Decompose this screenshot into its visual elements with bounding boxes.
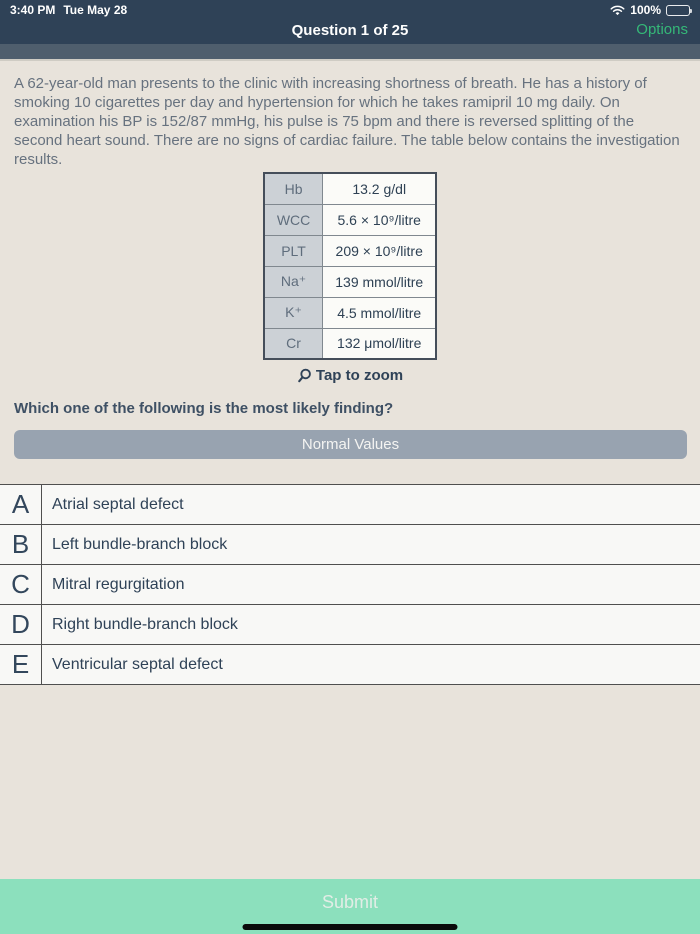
page-title: Question 1 of 25 [291,22,409,39]
tap-to-zoom-label: Tap to zoom [315,367,404,384]
status-time: 3:40 PM [10,3,56,17]
battery-icon [666,5,690,16]
answer-option-d[interactable] [0,605,700,645]
result-label: WCC [264,204,323,235]
answer-letter: C [0,565,42,604]
question-text: A 62-year-old man presents to the clinic with increasing shortness of breath. He has a history of smoking 10 cigarettes per day and hypertension for which he takes ramipril 10 mg daily. On examination his BP is 152/87 mmHg, his pulse is 75 bpm and there is reversed splitting of the second heart sound. There are no signs of cardiac failure. The table below contains the investigation results. [14,75,680,168]
answer-letter: E [0,645,42,684]
options-button[interactable]: Options [636,21,688,38]
answer-list [0,484,700,685]
result-value: 209 × 10⁹/litre [323,235,436,266]
submit-bar [0,879,700,934]
status-bar [0,0,700,17]
answer-option-b[interactable] [0,525,700,565]
result-label: Na⁺ [264,266,323,297]
table-row [264,266,436,297]
answer-text: Mitral regurgitation [52,575,185,593]
answer-text: Atrial septal defect [52,495,184,513]
answer-option-a[interactable] [0,485,700,525]
answer-letter: D [0,605,42,644]
nav-bar [0,17,700,44]
table-row [264,235,436,266]
wifi-icon [610,5,625,16]
result-value: 13.2 g/dl [323,173,436,204]
answer-text: Right bundle-branch block [52,615,238,633]
answer-option-c[interactable] [0,565,700,605]
answer-text: Left bundle-branch block [52,535,228,553]
table-row [264,328,436,359]
magnifier-icon [297,368,312,384]
status-time-date [10,3,135,17]
results-table[interactable] [263,172,437,360]
status-date: Tue May 28 [63,3,128,17]
result-value: 139 mmol/litre [323,266,436,297]
table-row [264,173,436,204]
home-indicator[interactable] [243,924,458,930]
result-label: K⁺ [264,297,323,328]
table-row [264,297,436,328]
result-value: 132 μmol/litre [323,328,436,359]
battery-percent: 100% [630,3,661,17]
result-label: Hb [264,173,323,204]
normal-values-button[interactable]: Normal Values [14,430,687,459]
answer-option-e[interactable] [0,645,700,685]
result-value: 4.5 mmol/litre [323,297,436,328]
table-row [264,204,436,235]
answer-letter: B [0,525,42,564]
result-label: PLT [264,235,323,266]
answer-text: Ventricular septal defect [52,655,223,673]
question-area [0,61,700,459]
question-prompt: Which one of the following is the most likely finding? [14,400,394,417]
tap-to-zoom-button[interactable] [14,367,686,384]
answer-letter: A [0,485,42,524]
result-value: 5.6 × 10⁹/litre [323,204,436,235]
header-subband [0,44,700,61]
result-label: Cr [264,328,323,359]
submit-button[interactable]: Submit [321,892,379,912]
top-header [0,0,700,44]
